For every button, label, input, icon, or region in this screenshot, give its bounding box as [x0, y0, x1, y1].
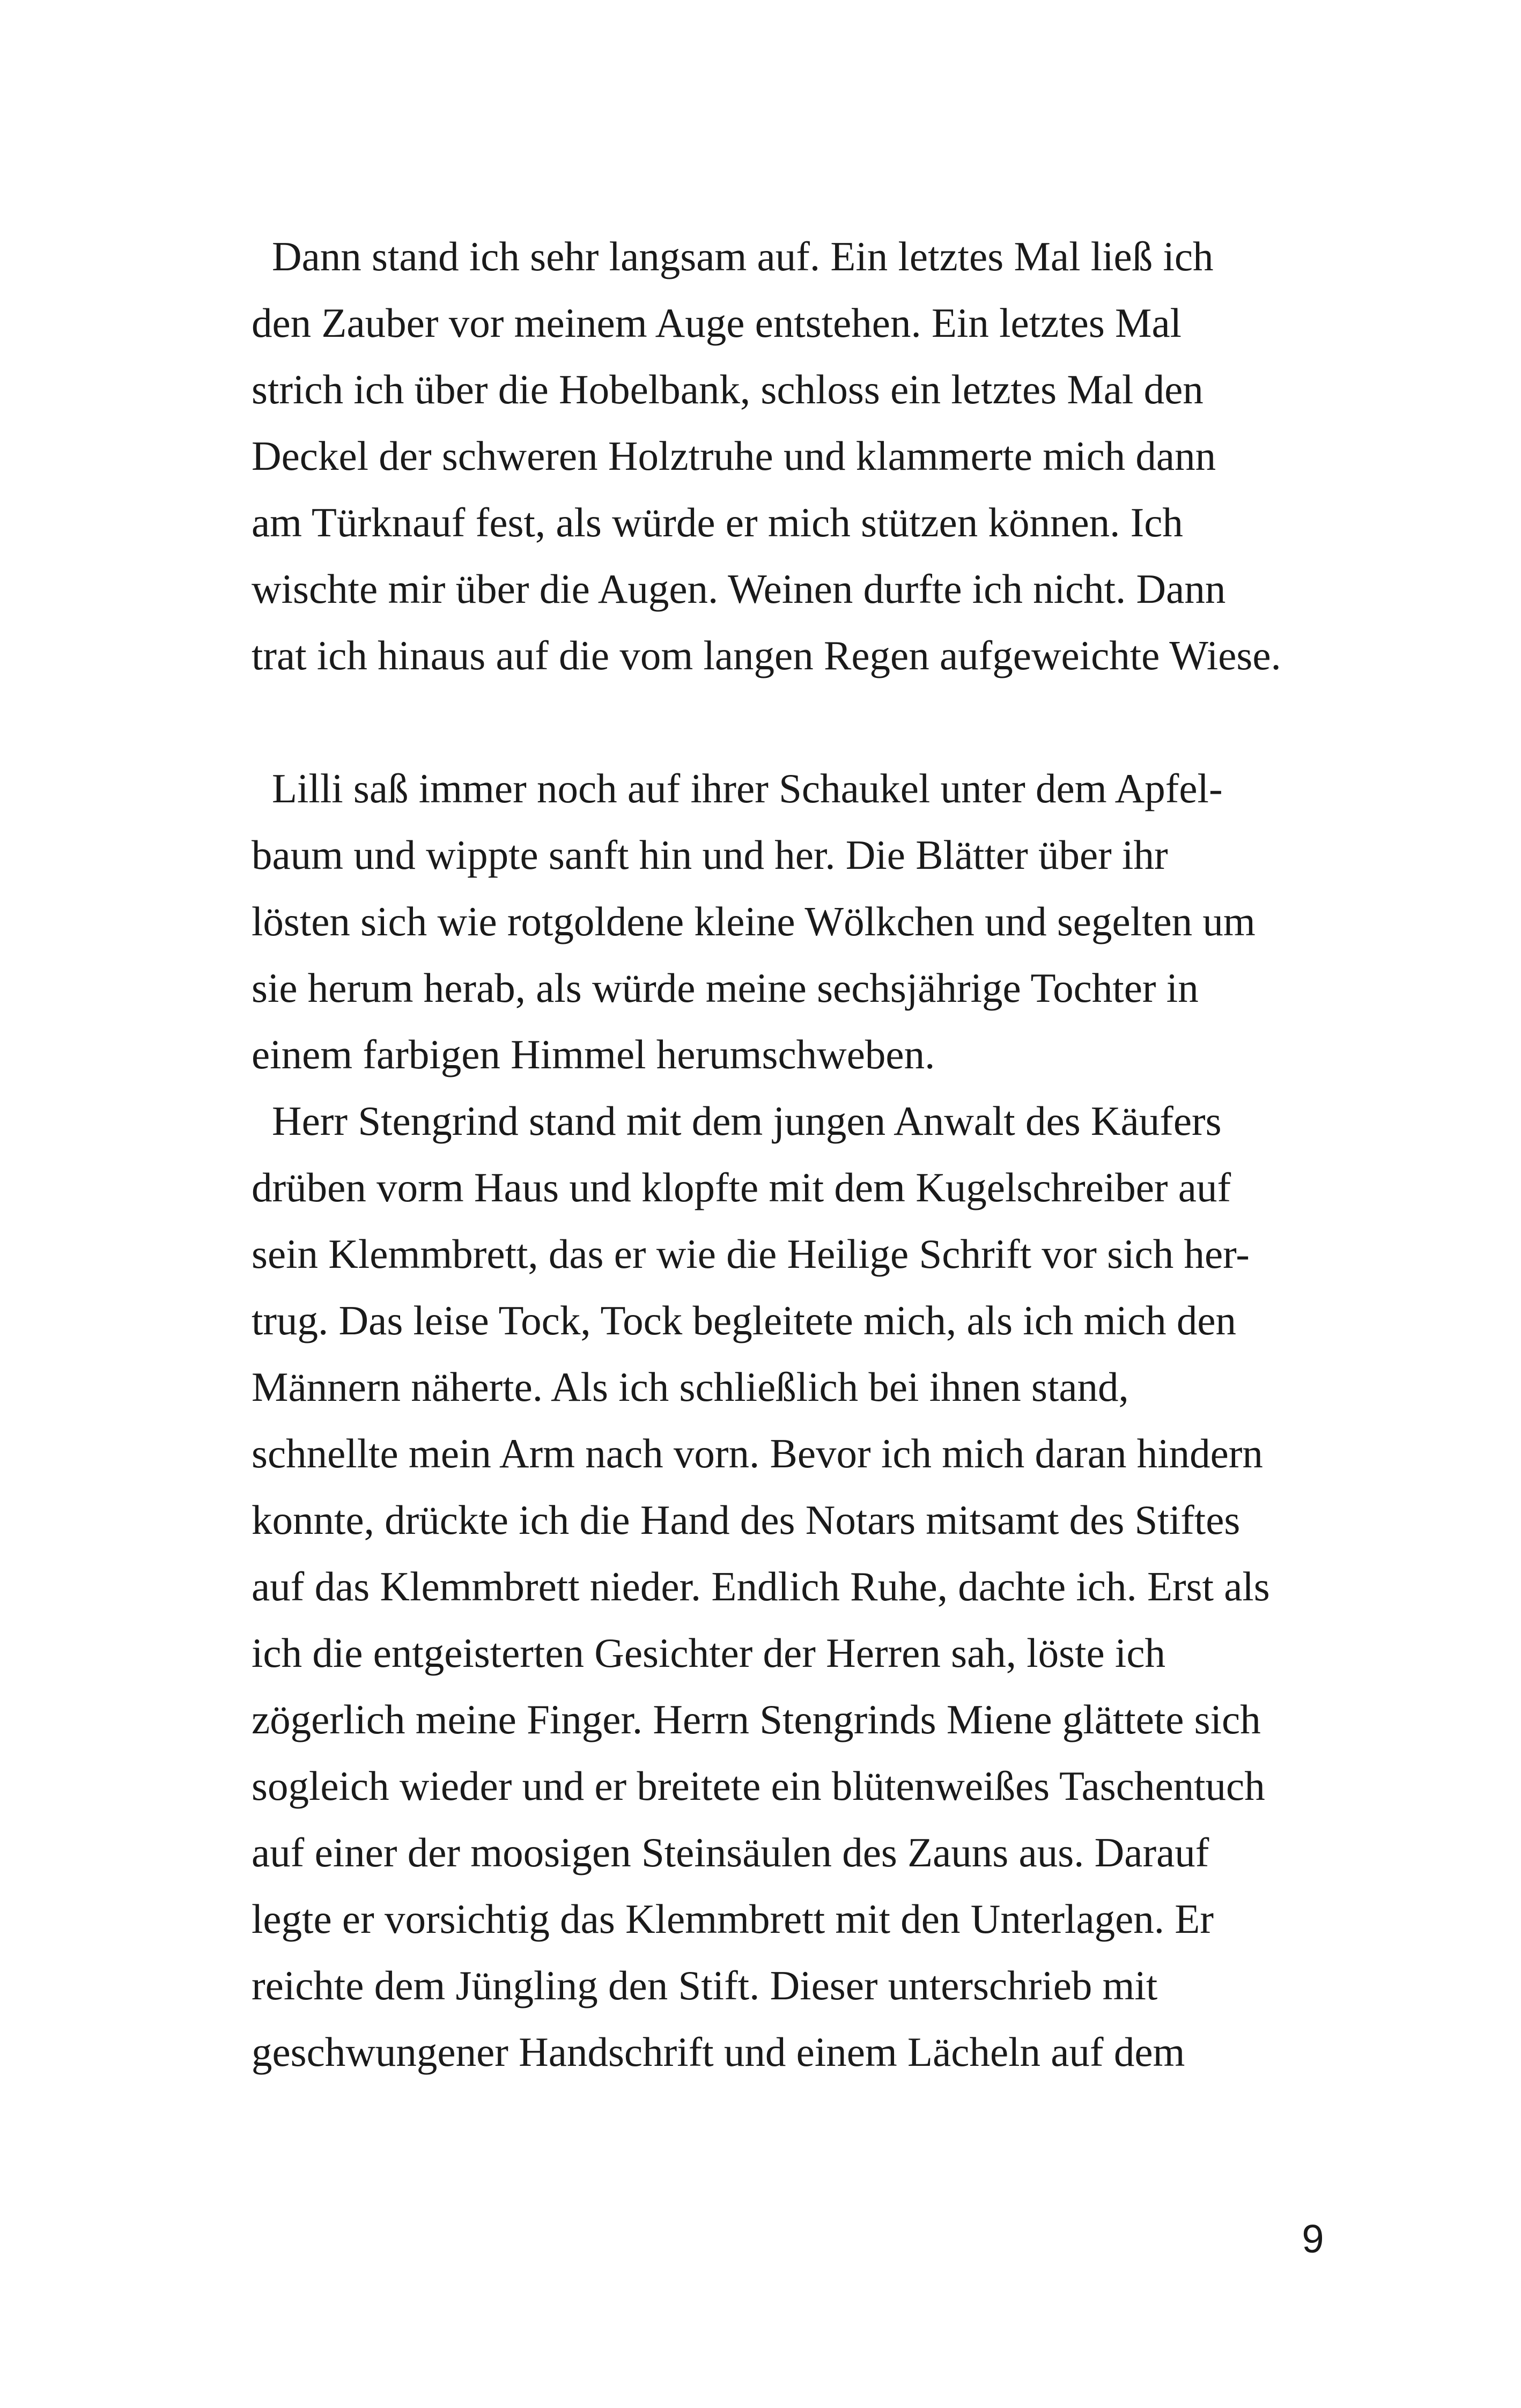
- text-line: legte er vorsichtig das Klemmbrett mit den Unterlagen. Er: [252, 1896, 1214, 1942]
- text-line: einem farbigen Himmel herumschweben.: [252, 1031, 935, 1077]
- text-line: Lilli saß immer noch auf ihrer Schaukel unter dem Apfel-: [272, 765, 1223, 811]
- page-number: 9: [1302, 2217, 1324, 2261]
- text-line: zögerlich meine Finger. Herrn Stengrinds Miene glättete sich: [252, 1696, 1261, 1742]
- text-line: am Türknauf fest, als würde er mich stützen können. Ich: [252, 499, 1183, 545]
- text-line: konnte, drückte ich die Hand des Notars mitsamt des Stiftes: [252, 1497, 1241, 1543]
- text-line: sein Klemmbrett, das er wie die Heilige Schrift vor sich her-: [252, 1231, 1250, 1277]
- text-line: trat ich hinaus auf die vom langen Regen aufgeweichte Wiese.: [252, 632, 1281, 678]
- text-line: trug. Das leise Tock, Tock begleitete mich, als ich mich den: [252, 1297, 1237, 1343]
- text-line: reichte dem Jüngling den Stift. Dieser unterschrieb mit: [252, 1962, 1158, 2008]
- text-line: Herr Stengrind stand mit dem jungen Anwalt des Käufers: [272, 1098, 1222, 1144]
- text-line: sogleich wieder und er breitete ein blütenweißes Taschentuch: [252, 1763, 1265, 1809]
- text-line: geschwungener Handschrift und einem Lächeln auf dem: [252, 2029, 1185, 2075]
- text-line: den Zauber vor meinem Auge entstehen. Ein letztes Mal: [252, 300, 1182, 346]
- text-line: ich die entgeisterten Gesichter der Herren sah, löste ich: [252, 1630, 1166, 1676]
- text-line: baum und wippte sanft hin und her. Die Blätter über ihr: [252, 832, 1168, 878]
- text-line: strich ich über die Hobelbank, schloss ein letztes Mal den: [252, 366, 1203, 412]
- text-line: schnellte mein Arm nach vorn. Bevor ich mich daran hindern: [252, 1430, 1263, 1476]
- text-line: drüben vorm Haus und klopfte mit dem Kugelschreiber auf: [252, 1164, 1231, 1210]
- text-line: lösten sich wie rotgoldene kleine Wölkchen und segelten um: [252, 898, 1256, 944]
- text-line: auf das Klemmbrett nieder. Endlich Ruhe, dachte ich. Erst als: [252, 1563, 1270, 1609]
- text-line: Deckel der schweren Holztruhe und klammerte mich dann: [252, 433, 1216, 479]
- text-line: Männern näherte. Als ich schließlich bei ihnen stand,: [252, 1364, 1129, 1410]
- text-line: Dann stand ich sehr langsam auf. Ein letztes Mal ließ ich: [272, 233, 1214, 279]
- text-line: auf einer der moosigen Steinsäulen des Zauns aus. Darauf: [252, 1829, 1209, 1875]
- text-line: wischte mir über die Augen. Weinen durfte ich nicht. Dann: [252, 566, 1226, 612]
- text-line: sie herum herab, als würde meine sechsjährige Tochter in: [252, 965, 1199, 1011]
